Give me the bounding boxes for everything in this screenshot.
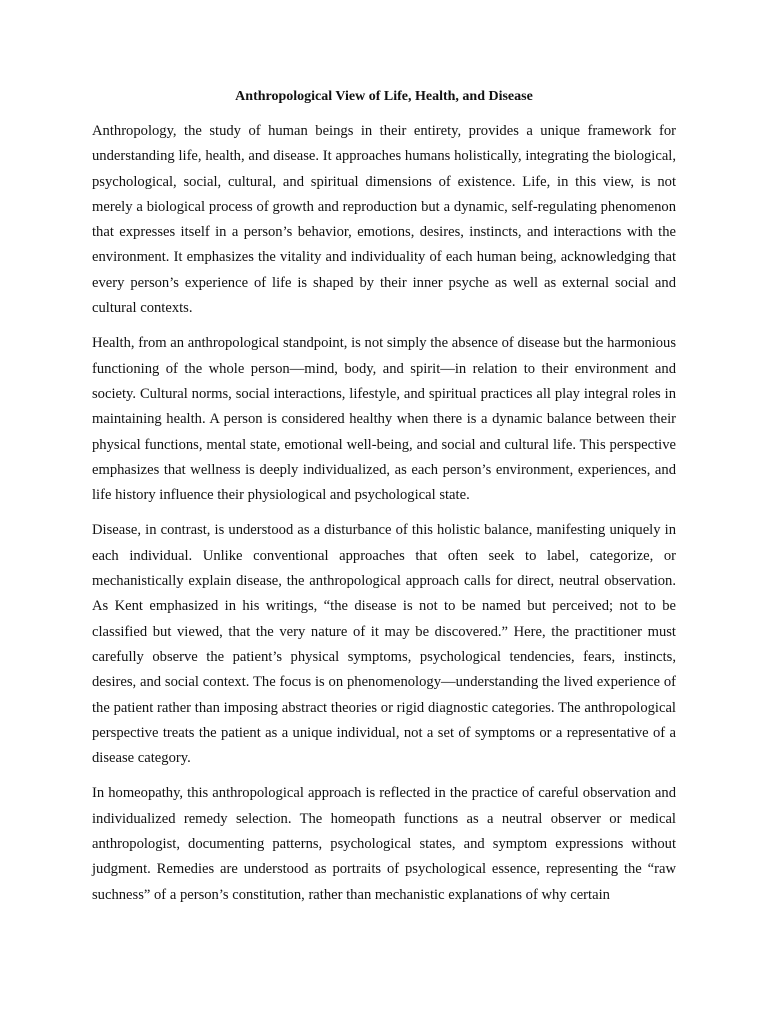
document-body [92, 119, 676, 918]
paragraph-health: Health, from an anthropological standpoint, is not simply the absence of disease but the harmonious functioning of the whole person—mind, body, and spirit—in relation to their environment and society. Cultural norms, social interactions, lifestyle, and spiritual practices all play integral roles in maintaining health. A person is considered healthy when there is a dynamic balance between their physical functions, mental state, emotional well-being, and social and cultural life. This perspective emphasizes that wellness is deeply individualized, as each person’s environment, experiences, and life history influence their physiological and psychological state. [92, 335, 676, 504]
document-title: Anthropological View of Life, Health, and Disease [235, 89, 533, 104]
paragraph-life: Anthropology, the study of human beings in their entirety, provides a unique framework for understanding life, health, and disease. It approaches humans holistically, integrating the biological, psychological, social, cultural, and spiritual dimensions of existence. Life, in this view, is not merely a biological process of growth and reproduction but a dynamic, self-regulating phenomenon that expresses itself in a person’s behavior, emotions, desires, instincts, and interactions with the environment. It emphasizes the vitality and individuality of each human being, acknowledging that every person’s experience of life is shaped by their inner psyche as well as external social and cultural contexts. [92, 123, 676, 317]
paragraph-homeopathy: In homeopathy, this anthropological approach is reflected in the practice of careful observation and individualized remedy selection. The homeopath functions as a neutral observer or medical anthropologist, documenting patterns, psychological states, and symptom expressions without judgment. Remedies are understood as portraits of psychological essence, representing the “raw suchness” of a person’s constitution, rather than mechanistic explanations of why certain [92, 785, 676, 903]
paragraph-disease: Disease, in contrast, is understood as a disturbance of this holistic balance, manifesting uniquely in each individual. Unlike conventional approaches that often seek to label, categorize, or mechanistically explain disease, the anthropological approach calls for direct, neutral observation. As Kent emphasized in his writings, “the disease is not to be named but perceived; not to be classified but viewed, that the very nature of it may be discovered.” Here, the practitioner must carefully observe the patient’s physical symptoms, psychological tendencies, fears, instincts, desires, and social context. The focus is on phenomenology—understanding the lived experience of the patient rather than imposing abstract theories or rigid diagnostic categories. The anthropological perspective treats the patient as a unique individual, not a set of symptoms or a representative of a disease category. [92, 522, 676, 767]
